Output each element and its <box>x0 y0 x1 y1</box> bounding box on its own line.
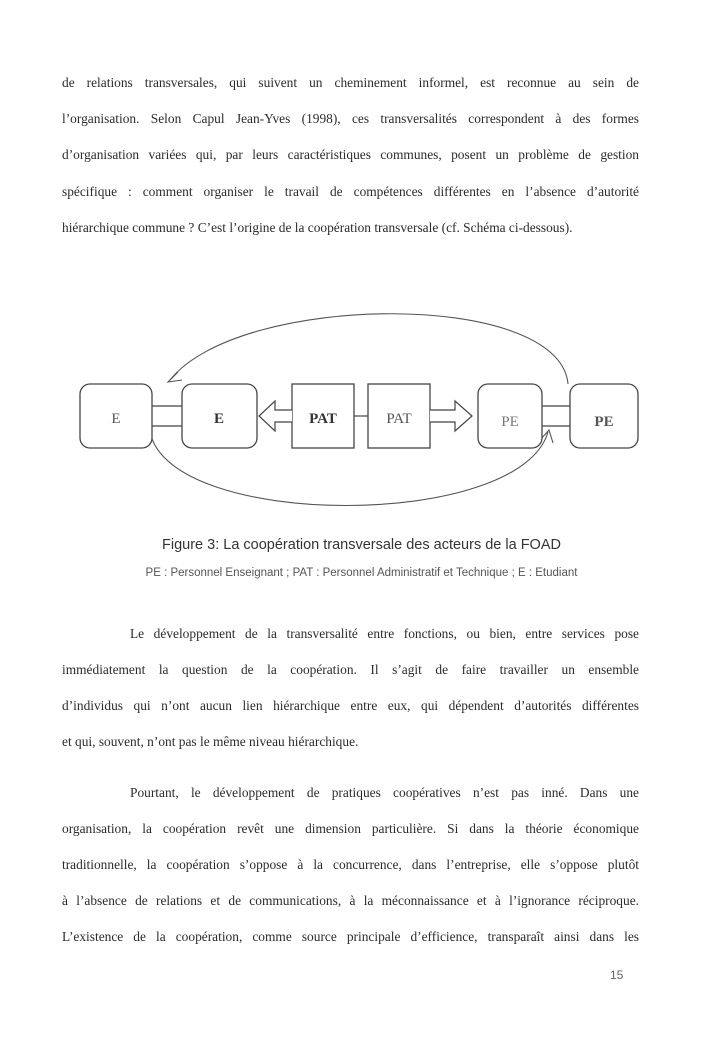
figure-legend: PE : Personnel Enseignant ; PAT : Personnel Administratif et Technique ; E : Etudiant <box>145 567 578 579</box>
page-number: 15 <box>610 968 624 982</box>
text-line: d’organisation variées qui, par leurs caractéristiques communes, posent un problème de gestion <box>62 147 639 162</box>
text-line: traditionnelle, la coopération s’oppose à la concurrence, dans l’entreprise, elle s’oppose plutôt <box>62 857 639 872</box>
text-line: l’organisation. Selon Capul Jean-Yves (1998), ces transversalités correspondent à des formes <box>62 111 639 126</box>
text-line: Le développement de la transversalité entre fonctions, ou bien, entre services pose <box>130 626 639 641</box>
figure-caption: Figure 3: La coopération transversale des acteurs de la FOAD <box>162 537 561 553</box>
text-line: immédiatement la question de la coopération. Il s’agit de faire travailler un ensemble <box>62 662 639 677</box>
text-line: d’individus qui n’ont aucun lien hiérarchique entre eux, qui dépendent d’autorités différentes <box>62 698 639 713</box>
arrow-pat-to-pe <box>430 401 472 431</box>
box-pe-1-label: PE <box>501 414 519 430</box>
text-line: hiérarchique commune ? C’est l’origine de la coopération transversale (cf. Schéma ci-dessous). <box>62 220 573 235</box>
box-e-1-label: E <box>111 411 121 427</box>
link-pe1-pe2 <box>542 406 570 426</box>
text-line: Pourtant, le développement de pratiques coopératives n’est pas inné. Dans une <box>130 785 639 800</box>
box-pat-2-label: PAT <box>386 411 412 427</box>
text-line: et qui, souvent, n’ont pas le même niveau hiérarchique. <box>62 734 359 749</box>
cooperation-diagram <box>0 290 723 530</box>
text-line: à l’absence de relations et de communications, à la méconnaissance et à l’ignorance réciproque. <box>62 893 639 908</box>
box-pe-2-label: PE <box>594 414 614 430</box>
text-line: L’existence de la coopération, comme source principale d’efficience, transparaît ainsi dans les <box>62 929 639 944</box>
upper-loop-arrow <box>170 314 568 384</box>
text-line: de relations transversales, qui suivent un cheminement informel, est reconnue au sein de <box>62 75 639 90</box>
text-line: spécifique : comment organiser le travail de compétences différentes en l’absence d’autorité <box>62 184 639 199</box>
box-e-2-label: E <box>213 411 225 427</box>
box-pat-1-label: PAT <box>309 411 337 427</box>
arrow-pat-to-e <box>259 401 292 431</box>
text-line: organisation, la coopération revêt une dimension particulière. Si dans la théorie économique <box>62 821 639 836</box>
link-e1-e2 <box>152 406 182 426</box>
